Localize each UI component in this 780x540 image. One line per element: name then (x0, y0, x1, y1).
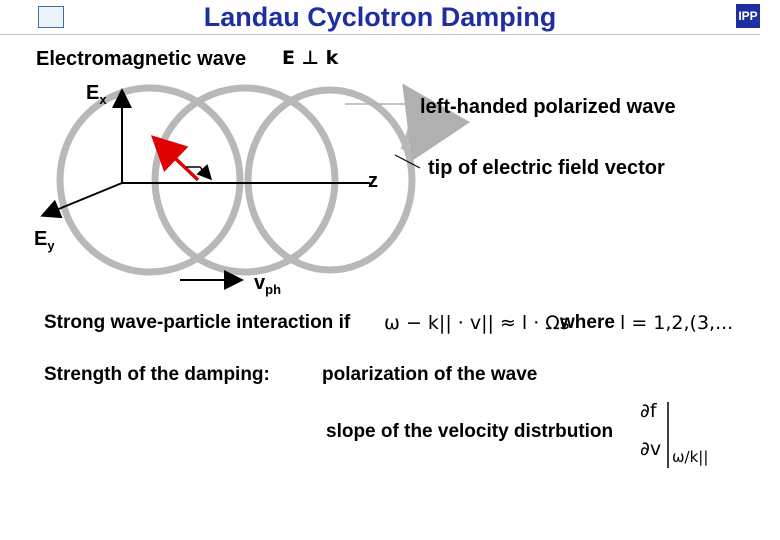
z-axis-label: z (368, 170, 378, 192)
ex-axis-label: $E_x$ (86, 82, 107, 107)
resonance-condition: ω − k|| · v|| ≈ l · Ωs (384, 312, 570, 334)
polarization-helix (60, 88, 412, 272)
derivative-evaluation-point: ω/k|| (672, 448, 709, 466)
damping-strength-text: Strength of the damping: (44, 364, 270, 385)
ey-axis-label: $E_y$ (34, 228, 55, 253)
harmonic-numbers: l = 1,2,(3,... (620, 312, 734, 334)
polarization-text: polarization of the wave (322, 364, 538, 385)
electric-field-vector (156, 140, 198, 180)
left-handed-annotation: left-handed polarized wave (420, 96, 676, 118)
derivative-numerator: ∂f (640, 400, 657, 422)
strong-interaction-text: Strong wave-particle interaction if (44, 312, 351, 333)
institution-logo-right: IPP (736, 4, 760, 28)
velocity-slope-text: slope of the velocity distrbution (326, 421, 614, 442)
perpendicular-expression: E ⊥ k (282, 47, 339, 69)
derivative-denominator: ∂v (640, 438, 662, 460)
phase-velocity-label: $v_{ph}$ (254, 272, 282, 297)
where-text: where (560, 312, 615, 333)
slide-title: Landau Cyclotron Damping (203, 2, 557, 32)
em-wave-label: Electromagnetic wave (36, 48, 247, 70)
tip-annotation: tip of electric field vector (428, 157, 665, 179)
ey-axis (44, 183, 122, 215)
